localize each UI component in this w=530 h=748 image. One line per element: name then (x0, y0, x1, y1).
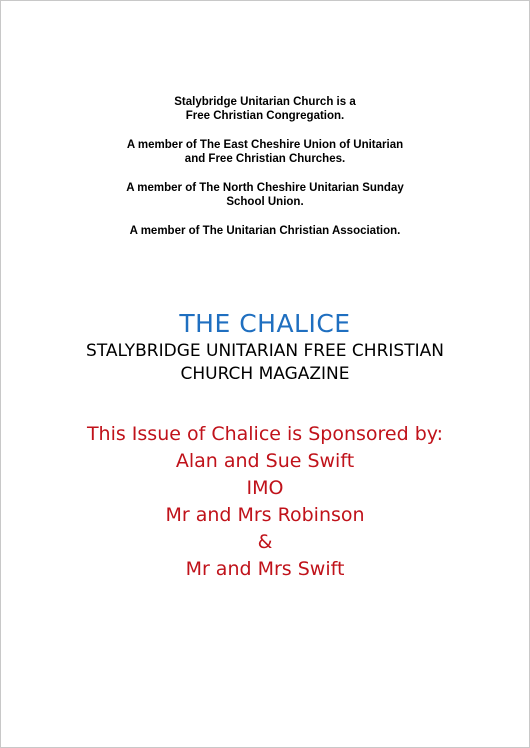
magazine-title: THE CHALICE (179, 309, 351, 338)
text-line: and Free Christian Churches. (184, 153, 346, 165)
east-cheshire-membership (1, 138, 529, 166)
text-line: A member of The North Cheshire Unitarian Sunday (126, 182, 404, 194)
sponsor-name: Alan and Sue Swift (175, 450, 355, 472)
sponsor-name: Mr and Mrs Robinson (165, 504, 365, 526)
text-line: Free Christian Congregation. (185, 110, 345, 122)
sponsor-name: Mr and Mrs Swift (185, 558, 345, 580)
sponsors-heading: This Issue of Chalice is Sponsored by: (86, 423, 444, 445)
sponsors-section (1, 421, 529, 583)
membership-statements (1, 95, 529, 253)
text-line: School Union. (226, 196, 304, 208)
north-cheshire-membership (1, 181, 529, 209)
magazine-subtitle-line: STALYBRIDGE UNITARIAN FREE CHRISTIAN (86, 341, 444, 361)
magazine-subtitle-line: CHURCH MAGAZINE (180, 364, 350, 384)
text-line: Stalybridge Unitarian Church is a (174, 96, 356, 108)
christian-association-membership (1, 224, 529, 238)
text-line: A member of The Unitarian Christian Association. (129, 225, 401, 237)
text-line: A member of The East Cheshire Union of Unitarian (126, 139, 404, 151)
sponsor-separator: & (257, 531, 273, 553)
congregation-statement (1, 95, 529, 123)
sponsor-note: IMO (246, 477, 284, 499)
magazine-masthead (1, 308, 529, 386)
